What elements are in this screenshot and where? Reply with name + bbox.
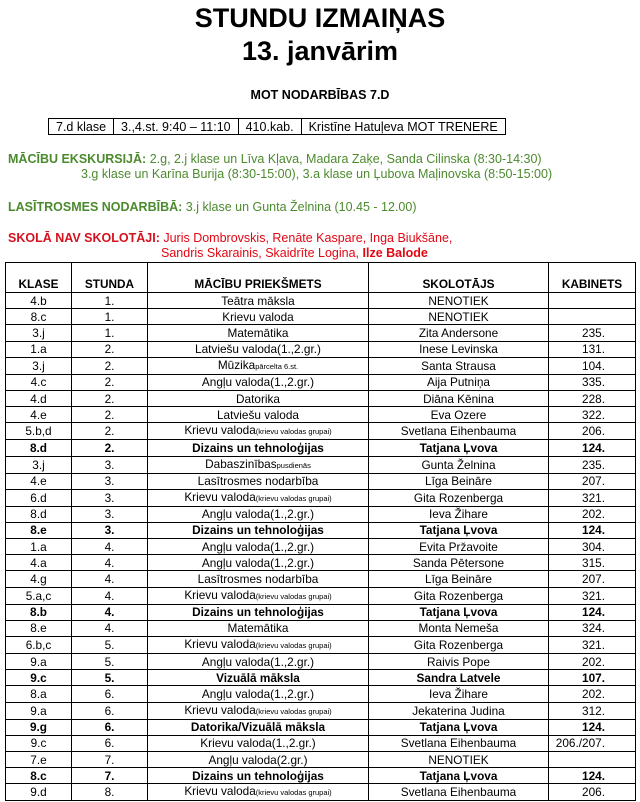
cell-klase: 9.d xyxy=(6,784,72,801)
cell-teacher: Ieva Žihare xyxy=(369,506,549,522)
table-row xyxy=(6,357,636,374)
subject-text: Latviešu valoda xyxy=(217,407,299,422)
subject-text: Angļu valoda(1.,2.gr.) xyxy=(201,539,315,554)
page-subtitle: MOT NODARBĪBAS 7.D xyxy=(250,88,390,102)
info-table xyxy=(48,118,506,135)
cell-teacher: Aija Putniņa xyxy=(369,374,549,390)
cell-klase: 1.a xyxy=(6,539,72,555)
cell-teacher: Raivis Pope xyxy=(369,654,549,670)
cell-subject xyxy=(148,784,369,801)
cell-room: 124. xyxy=(549,719,636,735)
table-row xyxy=(6,571,636,587)
cell-teacher: Tatjana Ļvova xyxy=(369,604,549,620)
cell-klase: 8.e xyxy=(6,620,72,636)
subject-text: Lasītrosmes nodarbība xyxy=(197,572,319,587)
subject-text: Angļu valoda(1.,2.gr.) xyxy=(201,507,315,522)
cell-stunda: 2. xyxy=(72,341,148,357)
cell-stunda: 4. xyxy=(72,571,148,587)
table-row xyxy=(6,325,636,341)
cell-subject xyxy=(148,702,369,719)
excursion-label: MĀCĪBU EKSKURSIJĀ: xyxy=(8,152,147,166)
absent-text-2-bold: Ilze Balode xyxy=(362,246,428,260)
cell-klase: 3.j xyxy=(6,456,72,473)
cell-room: 104. xyxy=(549,357,636,374)
table-row xyxy=(6,539,636,555)
cell-teacher: Diāna Kēnina xyxy=(369,390,549,406)
subject-text: Angļu valoda(1.,2.gr.) xyxy=(201,555,315,570)
cell-klase: 8.d xyxy=(6,440,72,456)
subject-text: Vizuālā māksla xyxy=(216,670,300,685)
cell-stunda: 3. xyxy=(72,489,148,506)
cell-subject xyxy=(148,473,369,489)
cell-stunda: 4. xyxy=(72,604,148,620)
subject-text: Mūzika xyxy=(217,357,256,372)
cell-teacher: Sandra Latvele xyxy=(369,670,549,686)
table-row xyxy=(6,637,636,654)
table-row xyxy=(6,555,636,571)
page-title: STUNDU IZMAIŅAS xyxy=(194,3,446,33)
table-row xyxy=(6,489,636,506)
cell-klase: 9.c xyxy=(6,735,72,751)
subject-note: (krievu valodas grupai) xyxy=(255,641,332,650)
info-class: 7.d klase xyxy=(49,119,114,135)
subject-text: Datorika/Vizuālā māksla xyxy=(190,720,326,735)
cell-teacher: Līga Beināre xyxy=(369,571,549,587)
table-row xyxy=(6,686,636,702)
subject-text: Dizains un tehnoloģijas xyxy=(192,523,324,538)
cell-stunda: 8. xyxy=(72,784,148,801)
subject-text: Dizains un tehnoloģijas xyxy=(192,768,324,783)
cell-subject xyxy=(148,719,369,735)
cell-subject xyxy=(148,768,369,784)
cell-teacher: Jekaterina Judina xyxy=(369,702,549,719)
table-row xyxy=(6,654,636,670)
header-room: KABINETS xyxy=(549,263,636,293)
subject-text: Krievu valoda xyxy=(184,784,256,799)
cell-stunda: 1. xyxy=(72,293,148,309)
reading-label: LASĪTROSMES NODARBĪBĀ: xyxy=(8,200,183,214)
table-row xyxy=(6,587,636,604)
cell-stunda: 3. xyxy=(72,522,148,538)
cell-subject xyxy=(148,654,369,670)
cell-teacher: Tatjana Ļvova xyxy=(369,440,549,456)
table-row xyxy=(6,751,636,767)
cell-subject xyxy=(148,587,369,604)
cell-teacher: Gita Rozenberga xyxy=(369,587,549,604)
cell-room xyxy=(549,293,636,309)
cell-klase: 3.j xyxy=(6,357,72,374)
subject-text: Latviešu valoda(1.,2.gr.) xyxy=(195,342,321,357)
table-row xyxy=(6,341,636,357)
cell-subject xyxy=(148,374,369,390)
cell-room: 207. xyxy=(549,473,636,489)
subject-text: Dizains un tehnoloģijas xyxy=(192,605,324,620)
cell-room: 321. xyxy=(549,587,636,604)
cell-room: 335. xyxy=(549,374,636,390)
cell-stunda: 6. xyxy=(72,719,148,735)
cell-room: 206./207. xyxy=(549,735,636,751)
absent-text-2: Sandris Skarainis, Skaidrīte Logina, xyxy=(161,246,360,260)
table-row xyxy=(6,309,636,325)
cell-room: 202. xyxy=(549,506,636,522)
table-row xyxy=(6,506,636,522)
table-row xyxy=(6,768,636,784)
cell-subject xyxy=(148,571,369,587)
cell-stunda: 5. xyxy=(72,670,148,686)
header-subject: MĀCĪBU PRIEKŠMETS xyxy=(148,263,369,293)
cell-subject xyxy=(148,423,369,440)
cell-klase: 8.b xyxy=(6,604,72,620)
cell-klase: 9.c xyxy=(6,670,72,686)
table-row xyxy=(6,473,636,489)
cell-subject xyxy=(148,620,369,636)
cell-room: 124. xyxy=(549,604,636,620)
cell-stunda: 3. xyxy=(72,506,148,522)
table-row xyxy=(6,719,636,735)
cell-stunda: 4. xyxy=(72,587,148,604)
table-row xyxy=(6,390,636,406)
cell-klase: 9.a xyxy=(6,654,72,670)
cell-room: 202. xyxy=(549,654,636,670)
table-row xyxy=(6,456,636,473)
cell-subject xyxy=(148,309,369,325)
cell-subject xyxy=(148,456,369,473)
cell-room: 124. xyxy=(549,768,636,784)
subject-text: Krievu valoda(1.,2.gr.) xyxy=(200,736,316,751)
cell-klase: 4.a xyxy=(6,555,72,571)
cell-teacher: Svetlana Eihenbauma xyxy=(369,423,549,440)
cell-stunda: 2. xyxy=(72,390,148,406)
header-stunda: STUNDA xyxy=(72,263,148,293)
cell-klase: 4.b xyxy=(6,293,72,309)
cell-subject xyxy=(148,293,369,309)
cell-klase: 8.a xyxy=(6,686,72,702)
cell-klase: 9.g xyxy=(6,719,72,735)
cell-room: 324. xyxy=(549,620,636,636)
cell-stunda: 2. xyxy=(72,357,148,374)
excursion-text-1: 2.g, 2.j klase un Līva Kļava, Madara Zaķe, Sanda Cilinska (8:30-14:30) xyxy=(149,152,542,166)
cell-stunda: 4. xyxy=(72,620,148,636)
absent-line-1 xyxy=(8,230,452,246)
info-teacher: Kristīne Hatuļeva MOT TRENERE xyxy=(301,119,505,135)
cell-subject xyxy=(148,341,369,357)
cell-subject xyxy=(148,390,369,406)
subject-text: Krievu valoda xyxy=(184,423,256,438)
cell-teacher: Sanda Pētersone xyxy=(369,555,549,571)
cell-teacher: Tatjana Ļvova xyxy=(369,719,549,735)
cell-room: 206. xyxy=(549,784,636,801)
cell-teacher: NENOTIEK xyxy=(369,751,549,767)
table-row xyxy=(6,407,636,423)
cell-subject xyxy=(148,325,369,341)
subject-text: Krievu valoda xyxy=(184,637,256,651)
cell-room: 124. xyxy=(549,522,636,538)
table-row xyxy=(6,670,636,686)
cell-room: 206. xyxy=(549,423,636,440)
cell-teacher: Tatjana Ļvova xyxy=(369,768,549,784)
cell-stunda: 3. xyxy=(72,456,148,473)
cell-klase: 5.b,d xyxy=(6,423,72,440)
subject-text: Dizains un tehnoloģijas xyxy=(192,440,324,455)
cell-teacher: NENOTIEK xyxy=(369,309,549,325)
cell-klase: 4.c xyxy=(6,374,72,390)
cell-room: 312. xyxy=(549,702,636,719)
cell-stunda: 6. xyxy=(72,702,148,719)
cell-room: 207. xyxy=(549,571,636,587)
subject-note: (krievu valodas grupai) xyxy=(255,788,332,798)
cell-subject xyxy=(148,735,369,751)
cell-teacher: Evita Pržavoite xyxy=(369,539,549,555)
subject-note: pārcelta 6.st. xyxy=(255,361,299,371)
subject-text: Angļu valoda(2.gr.) xyxy=(208,752,308,767)
cell-teacher: Svetlana Eihenbauma xyxy=(369,735,549,751)
subject-text: Teātra māksla xyxy=(221,293,295,308)
cell-klase: 4.e xyxy=(6,473,72,489)
changes-table xyxy=(5,262,636,801)
cell-klase: 3.j xyxy=(6,325,72,341)
cell-teacher: NENOTIEK xyxy=(369,293,549,309)
cell-subject xyxy=(148,637,369,654)
cell-stunda: 4. xyxy=(72,555,148,571)
subject-text: Angļu valoda(1.,2.gr.) xyxy=(201,654,315,669)
table-row xyxy=(6,735,636,751)
subject-note: (krievu valodas grupai) xyxy=(255,493,332,503)
cell-klase: 1.a xyxy=(6,341,72,357)
cell-teacher: Zita Andersone xyxy=(369,325,549,341)
header-klase: KLASE xyxy=(6,263,72,293)
absent-line-2 xyxy=(161,245,428,261)
absent-text-1: Juris Dombrovskis, Renāte Kaspare, Inga Biukšāne, xyxy=(163,231,453,245)
cell-klase: 5.a,c xyxy=(6,587,72,604)
cell-room: 322. xyxy=(549,407,636,423)
cell-stunda: 2. xyxy=(72,407,148,423)
cell-subject xyxy=(148,522,369,538)
page-date: 13. janvārim xyxy=(241,36,399,66)
cell-stunda: 3. xyxy=(72,473,148,489)
cell-stunda: 2. xyxy=(72,374,148,390)
subject-text: Datorika xyxy=(236,391,280,406)
subject-text: Dabaszinības xyxy=(205,456,277,471)
cell-subject xyxy=(148,686,369,702)
cell-room xyxy=(549,309,636,325)
subject-note: pusdienās xyxy=(276,460,311,470)
cell-room: 228. xyxy=(549,390,636,406)
info-room: 410.kab. xyxy=(238,119,301,135)
excursion-line-1 xyxy=(8,151,542,167)
cell-subject xyxy=(148,489,369,506)
subject-text: Krievu valoda xyxy=(222,309,294,324)
cell-subject xyxy=(148,357,369,374)
cell-klase: 8.d xyxy=(6,506,72,522)
cell-teacher: Svetlana Eihenbauma xyxy=(369,784,549,801)
cell-stunda: 1. xyxy=(72,309,148,325)
cell-teacher: Tatjana Ļvova xyxy=(369,522,549,538)
cell-stunda: 2. xyxy=(72,440,148,456)
info-time: 3.,4.st. 9:40 – 11:10 xyxy=(114,119,239,135)
cell-stunda: 5. xyxy=(72,637,148,654)
cell-klase: 8.c xyxy=(6,309,72,325)
subject-note: (krievu valodas grupai) xyxy=(255,427,332,437)
cell-klase: 7.e xyxy=(6,751,72,767)
subject-note: (krievu valodas grupai) xyxy=(255,706,332,716)
table-row xyxy=(6,784,636,801)
cell-subject xyxy=(148,440,369,456)
header-teacher: SKOLOTĀJS xyxy=(369,263,549,293)
cell-subject xyxy=(148,670,369,686)
cell-stunda: 1. xyxy=(72,325,148,341)
subject-text: Angļu valoda(1.,2.gr.) xyxy=(201,375,315,390)
table-row xyxy=(6,522,636,538)
cell-room xyxy=(549,751,636,767)
cell-subject xyxy=(148,555,369,571)
subject-text: Angļu valoda(1.,2.gr.) xyxy=(201,686,315,701)
cell-klase: 6.b,c xyxy=(6,637,72,654)
table-row xyxy=(6,440,636,456)
cell-room: 202. xyxy=(549,686,636,702)
table-row xyxy=(6,620,636,636)
cell-subject xyxy=(148,506,369,522)
cell-room: 107. xyxy=(549,670,636,686)
cell-room: 315. xyxy=(549,555,636,571)
subject-text: Matemātika xyxy=(227,621,289,636)
table-row xyxy=(6,702,636,719)
cell-stunda: 4. xyxy=(72,539,148,555)
cell-stunda: 6. xyxy=(72,735,148,751)
subject-note: (krievu valodas grupai) xyxy=(255,591,332,601)
subject-text: Lasītrosmes nodarbība xyxy=(197,474,319,489)
cell-teacher: Monta Nemeša xyxy=(369,620,549,636)
cell-teacher: Eva Ozere xyxy=(369,407,549,423)
cell-teacher: Gunta Želnina xyxy=(369,456,549,473)
cell-teacher: Līga Beināre xyxy=(369,473,549,489)
cell-teacher: Santa Strausa xyxy=(369,357,549,374)
cell-stunda: 6. xyxy=(72,686,148,702)
cell-subject xyxy=(148,539,369,555)
cell-teacher: Inese Levinska xyxy=(369,341,549,357)
cell-klase: 4.d xyxy=(6,390,72,406)
cell-stunda: 7. xyxy=(72,751,148,767)
cell-klase: 9.a xyxy=(6,702,72,719)
cell-subject xyxy=(148,604,369,620)
table-row xyxy=(6,604,636,620)
subject-text: Matemātika xyxy=(227,325,289,340)
cell-klase: 4.g xyxy=(6,571,72,587)
subject-text: Krievu valoda xyxy=(184,587,256,602)
reading-text: 3.j klase un Gunta Želnina (10.45 - 12.00) xyxy=(185,200,417,214)
cell-room: 304. xyxy=(549,539,636,555)
absent-label: SKOLĀ NAV SKOLOTĀJI: xyxy=(8,231,160,245)
cell-room: 321. xyxy=(549,637,636,654)
cell-room: 131. xyxy=(549,341,636,357)
cell-klase: 6.d xyxy=(6,489,72,506)
subject-text: Krievu valoda xyxy=(184,702,256,717)
cell-teacher: Ieva Žihare xyxy=(369,686,549,702)
cell-subject xyxy=(148,407,369,423)
reading-line xyxy=(8,199,417,215)
table-row xyxy=(6,293,636,309)
info-row xyxy=(49,119,506,135)
table-row xyxy=(6,423,636,440)
cell-stunda: 5. xyxy=(72,654,148,670)
table-header-row xyxy=(6,263,636,293)
cell-room: 235. xyxy=(549,456,636,473)
table-body xyxy=(6,293,636,801)
cell-klase: 8.e xyxy=(6,522,72,538)
cell-room: 235. xyxy=(549,325,636,341)
cell-stunda: 7. xyxy=(72,768,148,784)
cell-klase: 4.e xyxy=(6,407,72,423)
cell-room: 321. xyxy=(549,489,636,506)
cell-stunda: 2. xyxy=(72,423,148,440)
excursion-line-2: 3.g klase un Karīna Burija (8:30-15:00), 3.a klase un Ļubova Maļinovska (8:50-15:00) xyxy=(81,167,553,181)
cell-subject xyxy=(148,751,369,767)
subject-text: Krievu valoda xyxy=(184,489,256,504)
cell-teacher: Gita Rozenberga xyxy=(369,637,549,654)
table-row xyxy=(6,374,636,390)
cell-room: 124. xyxy=(549,440,636,456)
cell-klase: 8.c xyxy=(6,768,72,784)
cell-teacher: Gita Rozenberga xyxy=(369,489,549,506)
